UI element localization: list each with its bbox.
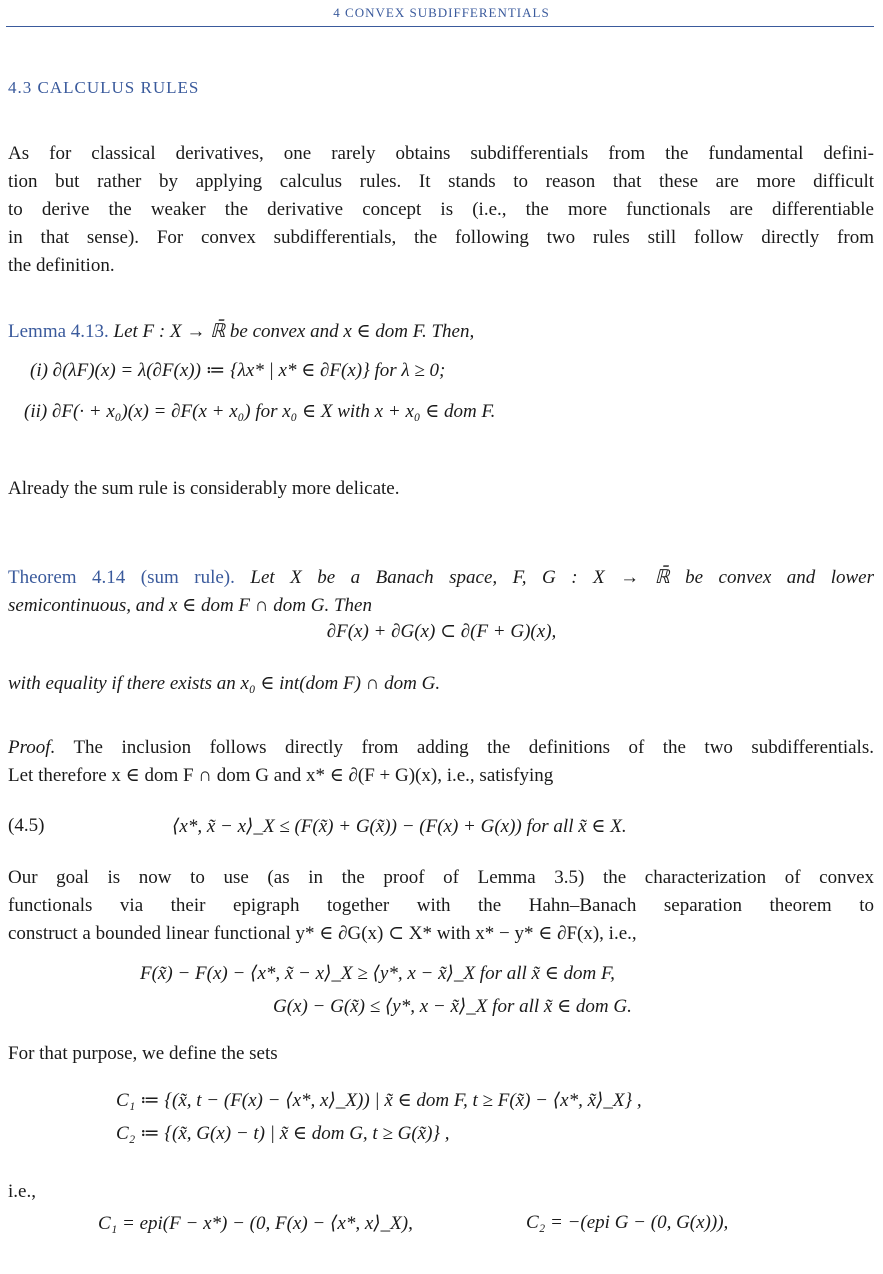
epigraph-c1: C₁ = epi(F − x*) − (0, F(x) − ⟨x*, x⟩_X), [98,1213,413,1234]
goal-line: functionals via their epigraph together with the Hahn–Banach separation theorem to [8,895,874,916]
ie-text: i.e., [8,1181,36,1202]
intro-line: As for classical derivatives, one rarely obtains subdifferentials from the fundamental defini- [8,143,874,164]
theorem-display-equation: ∂F(x) + ∂G(x) ⊂ ∂(F + G)(x), [326,621,557,642]
lemma-label: Lemma 4.13. [8,321,109,342]
proof-line: The inclusion follows directly from adding the definitions of the two subdifferentials. [73,737,874,758]
goal-line: Our goal is now to use (as in the proof of Lemma 3.5) the characterization of convex [8,867,874,888]
theorem-statement [8,564,874,620]
running-head: 4 CONVEX SUBDIFFERENTIALS [333,5,550,20]
epigraph-c2: C₂ = −(epi G − (0, G(x))), [526,1212,729,1233]
intro-line: the definition. [8,255,115,276]
set-c1-definition: C₁ ≔ {(x̃, t − (F(x) − ⟨x*, x⟩_X)) | x̃ ∈ dom F, t ≥ F(x̃) − ⟨x*, x̃⟩_X} , [116,1090,642,1111]
equation-number: (4.5) [8,815,45,836]
set-c2-definition: C₂ ≔ {(x̃, G(x) − t) | x̃ ∈ dom G, t ≥ G(x̃)} , [116,1123,450,1144]
intro-line: tion but rather by applying calculus rules. It stands to reason that these are more difficult [8,171,874,192]
proof-paragraph [8,734,874,790]
lemma-statement [8,318,874,346]
theorem-equality-condition: with equality if there exists an x₀ ∈ int(dom F) ∩ dom G. [8,673,441,694]
proof-label: Proof. [8,737,56,758]
intro-line: to derive the weaker the derivative concept is (i.e., the more functionals are differentiable [8,199,874,220]
intro-paragraph [8,140,874,280]
inequality-f: F(x̃) − F(x) − ⟨x*, x̃ − x⟩_X ≥ ⟨y*, x − x̃⟩_X for all x̃ ∈ dom F, [140,963,615,984]
goal-line: construct a bounded linear functional y* ∈ ∂G(x) ⊂ X* with x* − y* ∈ ∂F(x), i.e., [8,923,637,944]
theorem-line: Let X be a Banach space, F, G : X → ℝ̄ be convex and lower [250,567,874,588]
theorem-line: semicontinuous, and x ∈ dom F ∩ dom G. Then [8,595,372,616]
lemma-text: Let F : X → ℝ̄ be convex and x ∈ dom F. Then, [113,321,475,342]
lemma-item-ii: (ii) ∂F(· + x₀)(x) = ∂F(x + x₀) for x₀ ∈ X with x + x₀ ∈ dom F. [24,401,496,422]
goal-paragraph [8,864,874,948]
transition-text: Already the sum rule is considerably more delicate. [8,478,400,499]
lemma-item-i: (i) ∂(λF)(x) = λ(∂F(x)) ≔ {λx* | x* ∈ ∂F(x)} for λ ≥ 0; [30,360,446,381]
equation-4-5: ⟨x*, x̃ − x⟩_X ≤ (F(x̃) + G(x̃)) − (F(x) + G(x)) for all x̃ ∈ X. [172,816,627,837]
theorem-label: Theorem 4.14 (sum rule). [8,567,235,588]
inequality-g: G(x) − G(x̃) ≤ ⟨y*, x − x̃⟩_X for all x̃ ∈ dom G. [273,996,632,1017]
intro-line: in that sense). For convex subdifferentials, the following two rules still follow directly from [8,227,874,248]
header-rule [6,26,874,27]
proof-line: Let therefore x ∈ dom F ∩ dom G and x* ∈ ∂(F + G)(x), i.e., satisfying [8,765,554,786]
sets-intro: For that purpose, we define the sets [8,1043,278,1064]
section-title: 4.3 CALCULUS RULES [8,78,200,97]
